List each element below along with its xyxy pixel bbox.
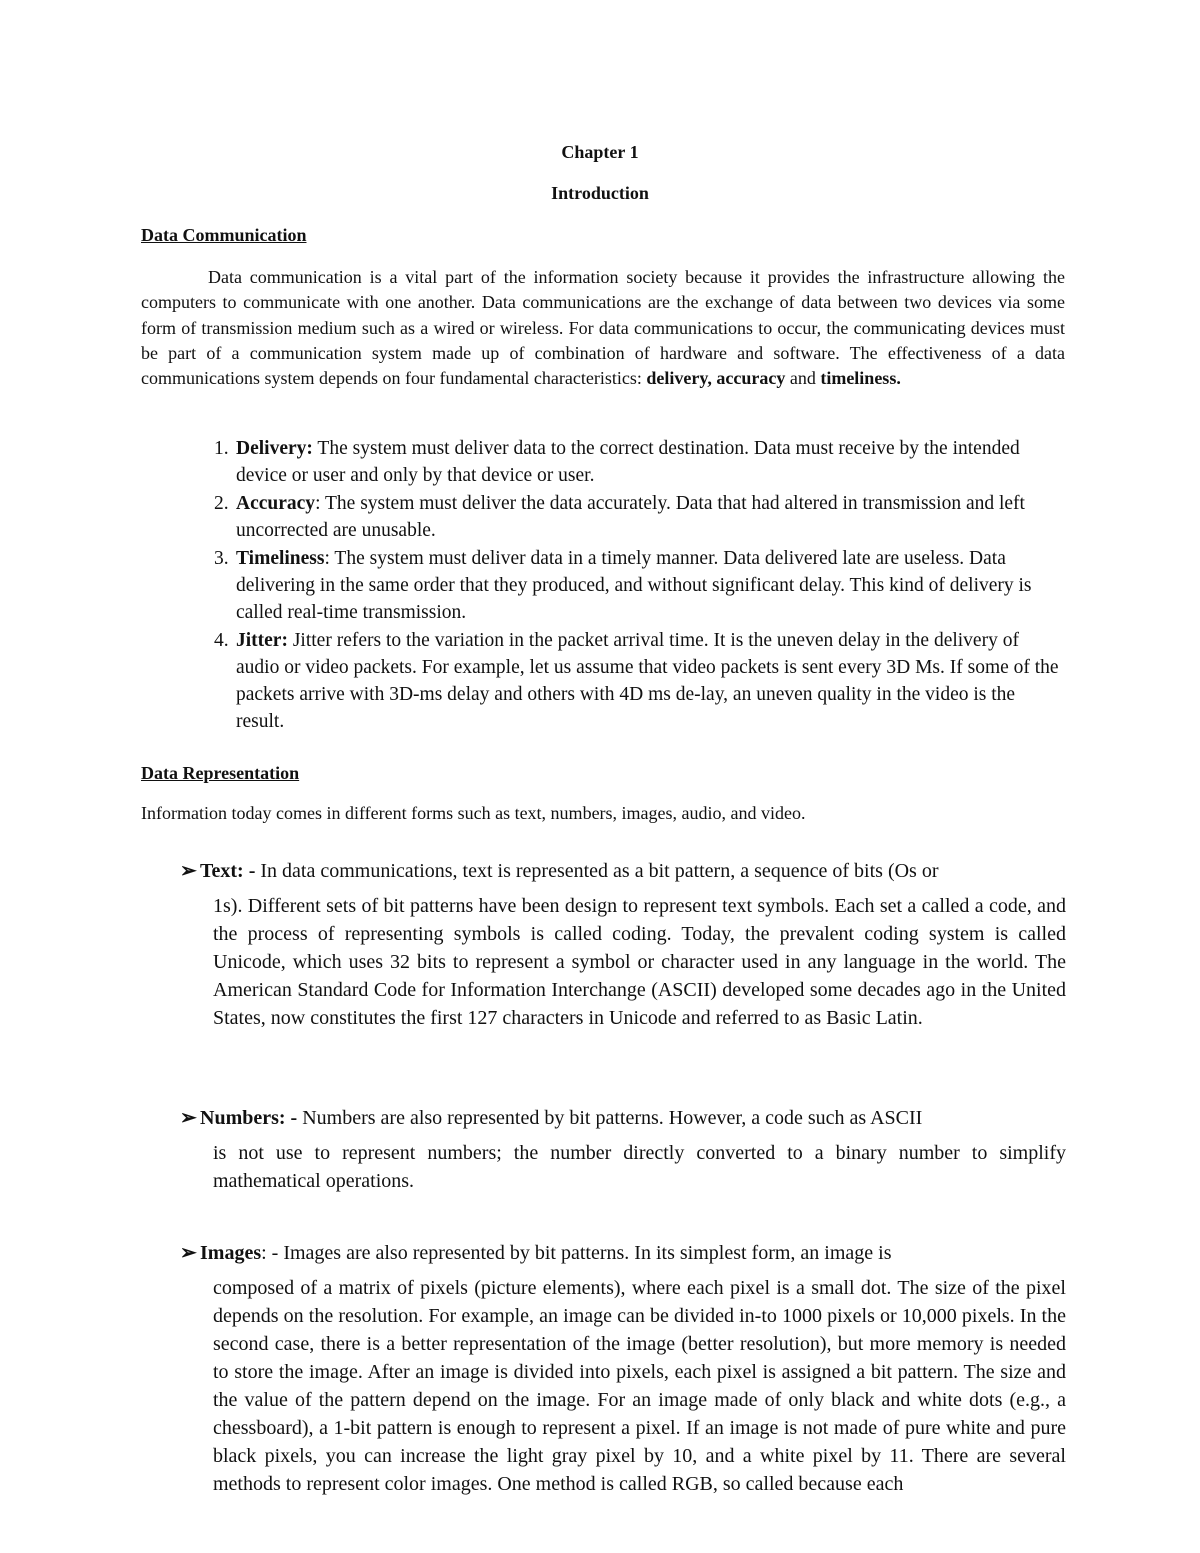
list-text: : The system must deliver data in a timely manner. Data delivered late are useless. Data delivering in the same order that they produced, and without significant delay. This kind of delivery is called real-time transmission. <box>236 548 1032 623</box>
list-term: Delivery: <box>236 438 313 459</box>
chapter-title: Introduction <box>551 183 649 203</box>
bullet-text <box>180 857 1066 1032</box>
paragraph-conjunction: and <box>789 368 816 389</box>
paragraph-bold-term-last: timeliness. <box>820 368 901 389</box>
bullet-body: 1s). Different sets of bit patterns have been design to represent text symbols. Each set a called a code, and the process of representing symbols is called coding. Today, the prevalent coding system is called Unicode, which uses 32 bits to represent a symbol or character used in any language in the world. The American Standard Code for Information Interchange (ASCII) developed some decades ago in the United States, now constitutes the first 127 characters in Unicode and referred to as Basic Latin. <box>213 895 1066 1029</box>
list-number: 4. <box>214 630 229 651</box>
representation-intro: Information today comes in different forms such as text, numbers, images, audio, and video. <box>141 803 806 823</box>
bullet-term: Text: - <box>200 860 256 882</box>
bullet-term: Images <box>200 1242 262 1264</box>
paragraph-text: Data communication is a vital part of the information society because it provides the infrastructure allowing the computers to communicate with one another. Data communications are the exchange of data between two devices via some form of transmission medium such as a wired or wireless. For data communications to occur, the communicating devices must be part of a communication system made up of combination of hardware and software. The effectiveness of a data communications system depends on four fundamental characteristics: <box>141 267 1065 389</box>
bullet-numbers <box>180 1104 1066 1195</box>
intro-paragraph <box>141 265 1065 391</box>
list-term: Accuracy <box>236 493 316 514</box>
list-number: 3. <box>214 548 229 569</box>
bullet-body: composed of a matrix of pixels (picture elements), where each pixel is a small dot. The size of the pixel depends on the resolution. For example, an image can be divided in-to 1000 pixels or 10,000 pixels. In the second case, there is a better representation of the image (better resolution), but more memory is needed to store the image. After an image is divided into pixels, each pixel is assigned a bit pattern. The size and the value of the pattern depend on the image. For an image made of only black and white dots (e.g., a chessboard), a 1-bit pattern is enough to represent a pixel. If an image is not made of pure white and pure black pixels, you can increase the light gray pixel by 10, and a white pixel by 11. There are several methods to represent color images. One method is called RGB, so called because each <box>213 1277 1066 1495</box>
list-text: : The system must deliver the data accurately. Data that had altered in transmission and left uncorrected are unusable. <box>236 493 1025 541</box>
bullet-first-line: In data communications, text is represented as a bit pattern, a sequence of bits (Os or <box>260 860 939 882</box>
chapter-number: Chapter 1 <box>561 142 639 162</box>
arrow-bullet-icon: ➢ <box>180 860 197 882</box>
list-text: The system must deliver data to the correct destination. Data must receive by the intended device or user and only by that device or user. <box>236 438 1020 486</box>
arrow-bullet-icon: ➢ <box>180 1107 197 1129</box>
list-term: Jitter: <box>236 630 288 651</box>
arrow-bullet-icon: ➢ <box>180 1242 197 1264</box>
characteristics-list <box>214 435 1066 736</box>
list-number: 1. <box>214 438 229 459</box>
bullet-term: Numbers: - <box>200 1107 298 1129</box>
bullet-images <box>180 1239 1066 1498</box>
bullet-body: is not use to represent numbers; the number directly converted to a binary number to simplify mathematical operations. <box>213 1142 1066 1192</box>
list-item <box>214 545 1066 626</box>
list-item <box>214 490 1066 544</box>
section-heading-data-communication: Data Communication <box>141 225 307 245</box>
list-item <box>214 435 1066 489</box>
section-heading-data-representation: Data Representation <box>141 763 300 783</box>
list-text: Jitter refers to the variation in the packet arrival time. It is the uneven delay in the delivery of audio or video packets. For example, let us assume that video packets is sent every 3D Ms. If some of the packets arrive with 3D-ms delay and others with 4D ms de-lay, an uneven quality in the video is the result. <box>236 630 1059 732</box>
bullet-first-line: Numbers are also represented by bit patterns. However, a code such as ASCII <box>302 1107 923 1129</box>
list-term: Timeliness <box>236 548 325 569</box>
list-number: 2. <box>214 493 229 514</box>
bullet-first-line: : - Images are also represented by bit patterns. In its simplest form, an image is <box>261 1242 892 1264</box>
paragraph-bold-terms: delivery, accuracy <box>646 368 786 389</box>
list-item <box>214 627 1066 735</box>
